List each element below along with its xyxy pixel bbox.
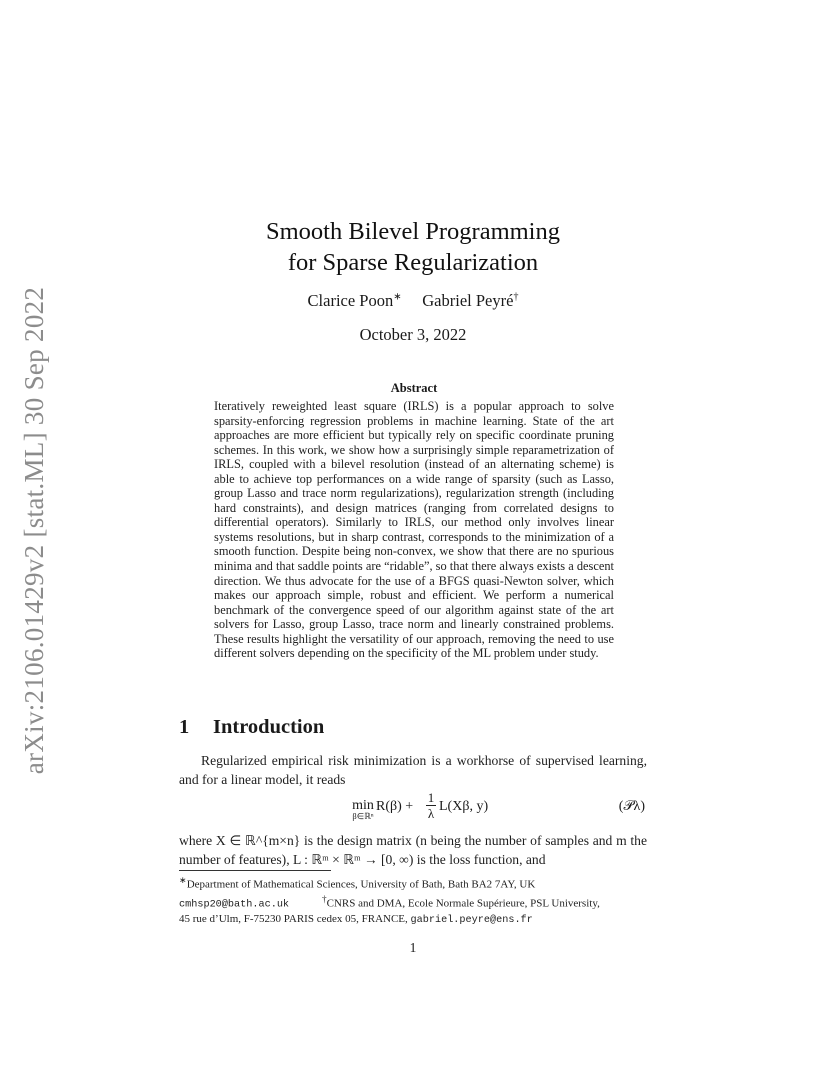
footnote-mark: ∗: [179, 875, 187, 885]
equation-lhs: R(β) +: [376, 799, 414, 814]
equation-fraction: [425, 790, 437, 821]
footnotes: [179, 873, 647, 928]
author2-email-link[interactable]: gabriel.peyre@ens.fr: [410, 915, 533, 927]
equation-min-subscript: β∈ℝⁿ: [352, 811, 374, 821]
page-number: 1: [409, 940, 417, 955]
author-name: Gabriel Peyré: [422, 291, 514, 310]
footnote-1: [179, 873, 647, 892]
section-title: Introduction: [213, 716, 325, 738]
author-footnote-mark: †: [513, 291, 519, 303]
title-line-1: Smooth Bilevel Programming: [266, 218, 560, 245]
equation-min-operator: min: [352, 798, 374, 813]
title-line-2: for Sparse Regularization: [287, 249, 539, 276]
author-name: Clarice Poon: [307, 291, 394, 310]
body-paragraph: where X ∈ ℝ^{m×n} is the design matrix (n being the number of samples and m the number of features), L : ℝᵐ × ℝᵐ → [0, ∞) is the loss function, and: [179, 833, 647, 867]
footnote-mark: †: [322, 893, 327, 904]
arxiv-stamp: [19, 286, 50, 774]
equation-fraction-denominator: λ: [427, 806, 435, 821]
equation-fraction-numerator: 1: [427, 790, 435, 805]
paper-date: October 3, 2022: [359, 325, 467, 344]
equation-tag: (𝒫λ): [618, 799, 645, 814]
arxiv-id: arXiv:2106.01429v2 [stat.ML] 30 Sep 2022: [19, 286, 50, 774]
section-number: 1: [179, 716, 190, 738]
footnote-2-affiliation: CNRS and DMA, Ecole Normale Supérieure, PSL University,: [326, 897, 600, 910]
footnote-1-email-line: [179, 892, 647, 913]
equation-p-lambda: [179, 792, 647, 826]
footnote-2-address-line: [179, 912, 647, 928]
equation-rhs: L(Xβ, y): [439, 799, 489, 814]
author-list: [170, 291, 656, 311]
author1-email-link[interactable]: cmhsp20@bath.ac.uk: [179, 899, 290, 911]
section-heading: [179, 716, 324, 739]
author-footnote-mark: ∗: [393, 291, 402, 303]
abstract-heading: Abstract: [390, 381, 438, 395]
footnote-rule: [179, 870, 331, 871]
intro-paragraph: Regularized empirical risk minimization is a workhorse of supervised learning, and for a linear model, it reads: [179, 753, 647, 787]
footnote-2-address: 45 rue d’Ulm, F-75230 PARIS cedex 05, FRANCE,: [179, 913, 408, 926]
paper-title: [170, 216, 656, 278]
abstract-text: Iteratively reweighted least square (IRLS) is a popular approach to solve sparsity-enforcing regression problems in machine learning. State of the art approaches are more efficient but typically rely on specific coordinate pruning schemes. In this work, we show how a surprisingly simple reparametrization of IRLS, coupled with a bilevel resolution (instead of an alternating scheme) is able to achieve top performances on a wide range of sparsity (such as Lasso, group Lasso and trace norm regularizations), regularization strength (including hard constraints), and design matrices (ranging from correlated designs to differential operators). Similarly to IRLS, our method only involves linear systems resolutions, but in sharp contrast, corresponds to the minimization of a smooth function. Despite being non-convex, we show that there are no spurious minima and that saddle points are “ridable”, so that there always exists a descent direction. We thus advocate for the use of a BFGS quasi-Newton solver, which makes our approach simple, robust and efficient. We perform a numerical benchmark of the convergence speed of our algorithm against state of the art solvers for Lasso, group Lasso, trace norm and linearly constrained problems. These results highlight the versatility of our approach, removing the need to use different solvers depending on the specificity of the ML problem under study.: [214, 399, 614, 661]
footnote-1-affiliation: Department of Mathematical Sciences, University of Bath, Bath BA2 7AY, UK: [186, 878, 536, 891]
